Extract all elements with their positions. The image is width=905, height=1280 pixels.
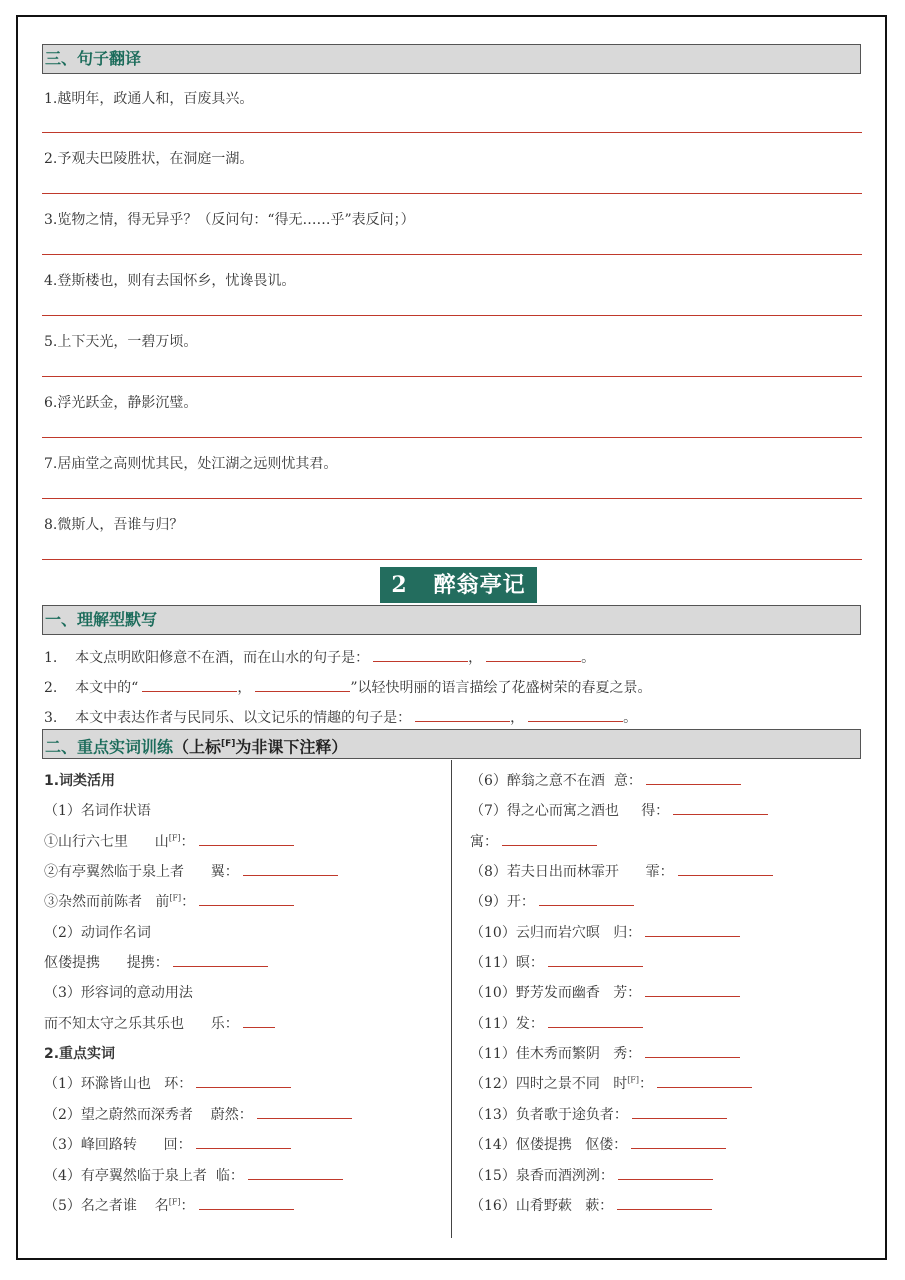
blank[interactable] — [415, 707, 510, 722]
end-mark: 。 — [581, 650, 596, 666]
sup-mark: [F] — [169, 893, 182, 903]
right-item-6 — [470, 922, 740, 942]
item-word: 蔚然： — [210, 1107, 253, 1123]
left-item-2 — [44, 861, 338, 881]
item-text: （8）若夫日出而林霏开 — [470, 864, 619, 880]
blank[interactable] — [678, 861, 773, 876]
item-text: （4）有亭翼然临于泉上者 — [44, 1168, 207, 1184]
blank[interactable] — [243, 1013, 275, 1028]
item-word: 芳： — [613, 985, 642, 1001]
blank[interactable] — [617, 1195, 712, 1210]
colon: ： — [180, 834, 195, 850]
item-word: 寓： — [470, 834, 498, 850]
item-text: （12）四时之景不同 — [470, 1076, 600, 1092]
blank[interactable] — [243, 861, 338, 876]
item-word: 翼： — [210, 864, 239, 880]
left-item-1 — [44, 831, 294, 851]
lesson-number: 2 — [391, 572, 408, 598]
item-text: （7）得之心而寓之酒也 — [470, 803, 619, 819]
right-item-3 — [470, 831, 597, 851]
blank[interactable] — [257, 1104, 352, 1119]
sentence-1: 1.越明年，政通人和，百废具兴。 — [44, 91, 254, 107]
right-item-13 — [470, 1134, 726, 1154]
blank[interactable] — [618, 1165, 713, 1180]
item-text: 本文点明欧阳修意不在酒，而在山水的句子是： — [75, 650, 370, 666]
blank[interactable] — [646, 770, 741, 785]
item-word: 伛偻： — [585, 1137, 628, 1153]
answer-line-6[interactable] — [42, 437, 862, 438]
blank[interactable] — [548, 1013, 643, 1028]
sentence-3: 3.览物之情，得无异乎？（反问句：“得无……乎”表反问；） — [44, 212, 415, 228]
heading-key-words: 2.重点实词 — [44, 1046, 116, 1062]
left-key-2 — [44, 1104, 352, 1124]
item-text: 本文中表达作者与民同乐、以文记乐的情趣的句子是： — [75, 710, 412, 726]
item-text-post: ”以轻快明丽的语言描绘了花盛树荣的春夏之景。 — [350, 680, 652, 696]
item-text: ②有亭翼然临于泉上者 — [44, 864, 184, 880]
note-pre: （上标 — [173, 737, 222, 757]
answer-line-7[interactable] — [42, 498, 862, 499]
section-title-text: 三、句子翻译 — [45, 49, 142, 68]
note-mark: [F] — [221, 739, 236, 749]
item-text: 伛偻提携 — [44, 955, 100, 971]
lesson-name: 醉翁亭记 — [433, 572, 526, 598]
dictation-item-3 — [44, 707, 637, 727]
item-word: 霏： — [645, 864, 674, 880]
answer-line-8[interactable] — [42, 559, 862, 560]
lesson-title — [380, 567, 537, 603]
answer-line-5[interactable] — [42, 376, 862, 377]
item-text: （3）峰回路转 — [44, 1137, 137, 1153]
blank[interactable] — [196, 1134, 291, 1149]
item-text: 本文中的“ — [75, 680, 139, 696]
blank[interactable] — [373, 647, 468, 662]
left-key-5 — [44, 1195, 294, 1215]
sentence-2: 2.予观夫巴陵胜状，在洞庭一湖。 — [44, 151, 254, 167]
sub-heading-3: （3）形容词的意动用法 — [44, 985, 193, 1001]
right-item-14 — [470, 1165, 713, 1185]
sup-mark: [F] — [627, 1075, 639, 1085]
right-item-7 — [470, 952, 643, 972]
right-item-11 — [470, 1073, 752, 1093]
answer-line-3[interactable] — [42, 254, 862, 255]
right-item-9 — [470, 1013, 643, 1033]
section-title-text: 一、理解型默写 — [45, 610, 158, 629]
left-item-4 — [44, 952, 268, 972]
section-title-dictation — [42, 605, 861, 635]
item-word: 名 — [154, 1198, 169, 1214]
blank[interactable] — [255, 677, 350, 692]
sentence-4: 4.登斯楼也，则有去国怀乡，忧谗畏讥。 — [44, 273, 296, 289]
separator: ， — [510, 710, 525, 726]
blank[interactable] — [645, 1043, 740, 1058]
item-number: 1. — [44, 650, 58, 666]
blank[interactable] — [528, 707, 623, 722]
left-key-1 — [44, 1073, 291, 1093]
right-item-10 — [470, 1043, 740, 1063]
item-word: （11）发： — [470, 1016, 544, 1032]
section-title-text: 二、重点实词训练 — [45, 737, 174, 757]
blank[interactable] — [173, 952, 268, 967]
sup-mark: [F] — [168, 833, 181, 843]
sub-heading-1: （1）名词作状语 — [44, 803, 151, 819]
heading-word-class: 1.词类活用 — [44, 773, 116, 789]
section-title-translation — [42, 44, 861, 74]
sentence-8: 8.微斯人，吾谁与归？ — [44, 517, 184, 533]
sentence-5: 5.上下天光，一碧万顷。 — [44, 334, 198, 350]
item-text: （14）伛偻提携 — [470, 1137, 572, 1153]
right-item-4 — [470, 861, 773, 881]
item-text: （6）醉翁之意不在酒 — [470, 773, 605, 789]
separator: ， — [237, 680, 252, 696]
blank[interactable] — [657, 1073, 752, 1088]
item-text: ①山行六七里 — [44, 834, 128, 850]
item-word: 前 — [155, 894, 170, 910]
item-number: 3. — [44, 710, 58, 726]
item-word: 秀： — [613, 1046, 642, 1062]
right-item-2 — [470, 800, 768, 820]
item-word: 山 — [154, 834, 169, 850]
blank[interactable] — [199, 1195, 294, 1210]
right-item-15 — [470, 1195, 712, 1215]
separator: ， — [468, 650, 483, 666]
section-title-vocabulary — [42, 729, 861, 759]
blank[interactable] — [142, 677, 237, 692]
item-word: 回： — [163, 1137, 192, 1153]
item-word: （11）暝： — [470, 955, 544, 971]
sub-heading-2: （2）动词作名词 — [44, 925, 151, 941]
item-text: 而不知太守之乐其乐也 — [44, 1016, 184, 1032]
item-number: 2. — [44, 680, 58, 696]
sentence-6: 6.浮光跃金，静影沉璧。 — [44, 395, 198, 411]
column-divider — [451, 760, 452, 1238]
colon: ： — [180, 1198, 195, 1214]
item-word: （9）开： — [470, 894, 535, 910]
right-item-1 — [470, 770, 741, 790]
answer-line-2[interactable] — [42, 193, 862, 194]
colon: ： — [638, 1076, 653, 1092]
item-word: 得： — [641, 803, 670, 819]
sentence-7: 7.居庙堂之高则忧其民，处江湖之远则忧其君。 — [44, 456, 338, 472]
dictation-item-2 — [44, 677, 652, 697]
blank[interactable] — [631, 1134, 726, 1149]
item-word: 临： — [215, 1168, 244, 1184]
item-text: （1）环滁皆山也 — [44, 1076, 151, 1092]
right-item-5 — [470, 891, 634, 911]
left-item-3 — [44, 891, 294, 911]
item-text: （11）佳木秀而繁阴 — [470, 1046, 600, 1062]
right-item-8 — [470, 982, 740, 1002]
item-text: （15）泉香而酒洌洌： — [470, 1168, 614, 1184]
blank[interactable] — [539, 891, 634, 906]
blank[interactable] — [196, 1073, 291, 1088]
item-text: （16）山肴野蔌 — [470, 1198, 572, 1214]
item-word: 提携： — [126, 955, 169, 971]
dictation-item-1 — [44, 647, 595, 667]
item-word: 环： — [164, 1076, 193, 1092]
answer-line-1[interactable] — [42, 132, 862, 133]
blank[interactable] — [632, 1104, 727, 1119]
blank[interactable] — [548, 952, 643, 967]
item-word: 时 — [613, 1076, 628, 1092]
item-text: （5）名之者谁 — [44, 1198, 137, 1214]
item-word: 归： — [613, 925, 642, 941]
item-text: （10）云归而岩穴暝 — [470, 925, 600, 941]
colon: ： — [181, 894, 196, 910]
left-key-4 — [44, 1165, 343, 1185]
answer-line-4[interactable] — [42, 315, 862, 316]
right-item-12 — [470, 1104, 727, 1124]
left-item-5 — [44, 1013, 275, 1033]
item-text: （2）望之蔚然而深秀者 — [44, 1107, 193, 1123]
item-text: ③杂然而前陈者 — [44, 894, 142, 910]
blank[interactable] — [199, 831, 294, 846]
item-text: （10）野芳发而幽香 — [470, 985, 600, 1001]
item-word: 乐： — [210, 1016, 239, 1032]
blank[interactable] — [486, 647, 581, 662]
item-word: 蔌： — [585, 1198, 614, 1214]
note-post: 为非课下注释） — [235, 737, 348, 757]
left-key-3 — [44, 1134, 291, 1154]
item-text: （13）负者歌于途负者： — [470, 1107, 628, 1123]
sup-mark: [F] — [168, 1197, 181, 1207]
item-word: 意： — [613, 773, 642, 789]
blank[interactable] — [673, 800, 768, 815]
blank[interactable] — [645, 982, 740, 997]
blank[interactable] — [199, 891, 294, 906]
end-mark: 。 — [623, 710, 638, 726]
blank[interactable] — [645, 922, 740, 937]
blank[interactable] — [248, 1165, 343, 1180]
blank[interactable] — [502, 831, 597, 846]
